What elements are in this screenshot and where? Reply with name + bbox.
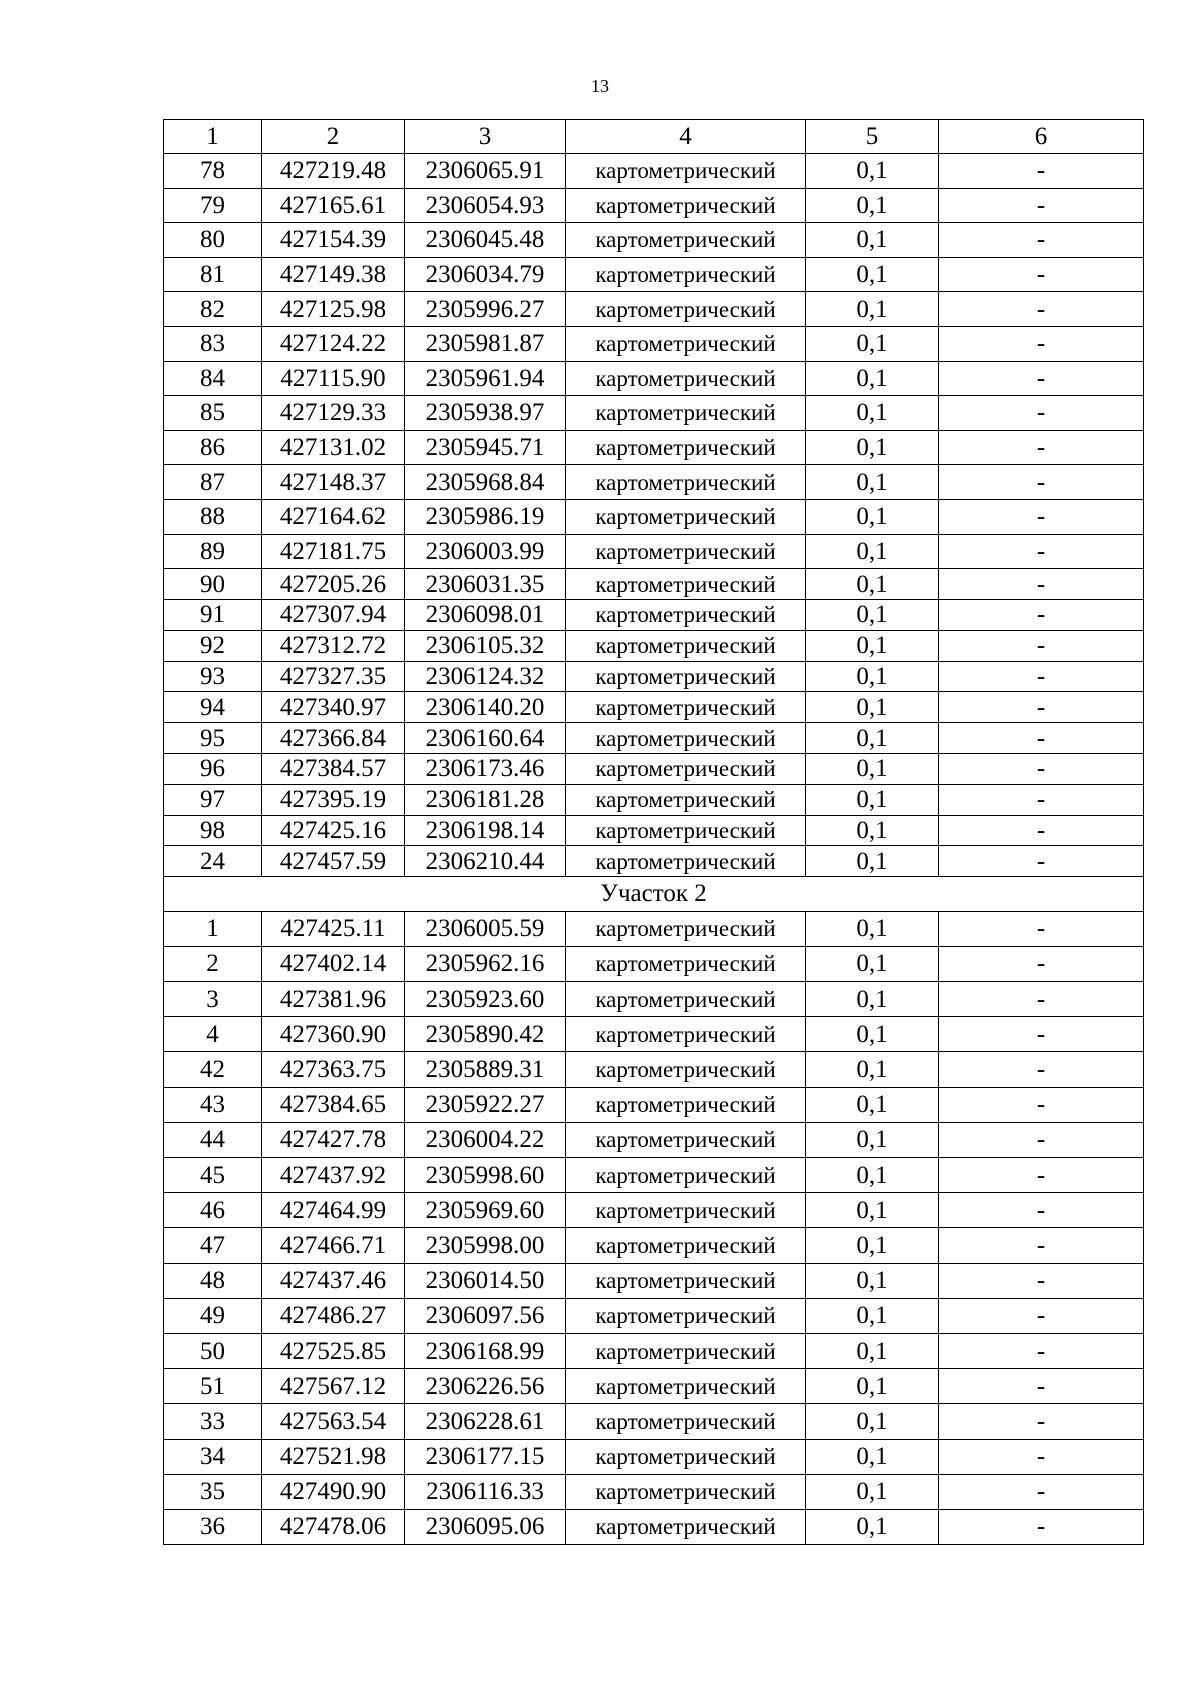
- point-number-cell: 97: [164, 784, 262, 815]
- method-cell: картометрический: [566, 1193, 806, 1228]
- description-cell: -: [939, 946, 1144, 981]
- method-cell: картометрический: [566, 1122, 806, 1157]
- coordinate-x-cell: 427363.75: [262, 1052, 405, 1087]
- point-number-cell: 36: [164, 1509, 262, 1544]
- method-cell: картометрический: [566, 223, 806, 258]
- description-cell: -: [939, 326, 1144, 361]
- accuracy-cell: 0,1: [806, 1228, 939, 1263]
- method-cell: картометрический: [566, 630, 806, 661]
- method-cell: картометрический: [566, 723, 806, 754]
- description-cell: -: [939, 1263, 1144, 1298]
- method-cell: картометрический: [566, 499, 806, 534]
- coordinate-y-cell: 2306210.44: [405, 846, 566, 877]
- method-cell: картометрический: [566, 661, 806, 692]
- accuracy-cell: 0,1: [806, 1122, 939, 1157]
- description-cell: -: [939, 257, 1144, 292]
- point-number-cell: 45: [164, 1158, 262, 1193]
- coordinate-y-cell: 2305968.84: [405, 465, 566, 500]
- coordinate-y-cell: 2305961.94: [405, 361, 566, 396]
- coordinates-table-body: [164, 120, 1144, 1545]
- table-row: [164, 1158, 1144, 1193]
- description-cell: -: [939, 1369, 1144, 1404]
- method-cell: картометрический: [566, 784, 806, 815]
- coordinate-y-cell: 2305938.97: [405, 396, 566, 431]
- description-cell: -: [939, 396, 1144, 431]
- coordinate-x-cell: 427486.27: [262, 1298, 405, 1333]
- coordinate-x-cell: 427149.38: [262, 257, 405, 292]
- description-cell: -: [939, 1509, 1144, 1544]
- table-row: [164, 911, 1144, 946]
- coordinate-y-cell: 2306004.22: [405, 1122, 566, 1157]
- accuracy-cell: 0,1: [806, 1509, 939, 1544]
- point-number-cell: 51: [164, 1369, 262, 1404]
- point-number-cell: 2: [164, 946, 262, 981]
- method-cell: картометрический: [566, 1404, 806, 1439]
- coordinate-x-cell: 427427.78: [262, 1122, 405, 1157]
- coordinate-y-cell: 2306173.46: [405, 753, 566, 784]
- table-row: [164, 1474, 1144, 1509]
- point-number-cell: 33: [164, 1404, 262, 1439]
- accuracy-cell: 0,1: [806, 154, 939, 189]
- accuracy-cell: 0,1: [806, 982, 939, 1017]
- column-header-3: 3: [405, 120, 566, 154]
- accuracy-cell: 0,1: [806, 257, 939, 292]
- accuracy-cell: 0,1: [806, 1263, 939, 1298]
- coordinate-x-cell: 427125.98: [262, 292, 405, 327]
- coordinate-y-cell: 2305996.27: [405, 292, 566, 327]
- point-number-cell: 79: [164, 188, 262, 223]
- coordinate-x-cell: 427490.90: [262, 1474, 405, 1509]
- accuracy-cell: 0,1: [806, 326, 939, 361]
- table-row: [164, 982, 1144, 1017]
- description-cell: -: [939, 1474, 1144, 1509]
- coordinate-y-cell: 2306160.64: [405, 723, 566, 754]
- point-number-cell: 78: [164, 154, 262, 189]
- coordinate-x-cell: 427425.11: [262, 911, 405, 946]
- coordinate-x-cell: 427340.97: [262, 692, 405, 723]
- coordinate-y-cell: 2306034.79: [405, 257, 566, 292]
- accuracy-cell: 0,1: [806, 753, 939, 784]
- section-title: Участок 2: [164, 877, 1144, 912]
- description-cell: -: [939, 534, 1144, 569]
- coordinate-y-cell: 2306198.14: [405, 815, 566, 846]
- table-row: [164, 1298, 1144, 1333]
- point-number-cell: 87: [164, 465, 262, 500]
- coordinate-y-cell: 2305962.16: [405, 946, 566, 981]
- accuracy-cell: 0,1: [806, 1333, 939, 1368]
- coordinate-y-cell: 2305986.19: [405, 499, 566, 534]
- point-number-cell: 24: [164, 846, 262, 877]
- column-header-6: 6: [939, 120, 1144, 154]
- coordinate-y-cell: 2306098.01: [405, 599, 566, 630]
- coordinate-y-cell: 2305969.60: [405, 1193, 566, 1228]
- method-cell: картометрический: [566, 1263, 806, 1298]
- method-cell: картометрический: [566, 1333, 806, 1368]
- method-cell: картометрический: [566, 188, 806, 223]
- description-cell: -: [939, 982, 1144, 1017]
- method-cell: картометрический: [566, 569, 806, 600]
- description-cell: -: [939, 361, 1144, 396]
- coordinates-table: [163, 119, 1144, 1545]
- method-cell: картометрический: [566, 1017, 806, 1052]
- accuracy-cell: 0,1: [806, 569, 939, 600]
- table-row: [164, 1404, 1144, 1439]
- method-cell: картометрический: [566, 257, 806, 292]
- description-cell: -: [939, 1017, 1144, 1052]
- coordinate-y-cell: 2306095.06: [405, 1509, 566, 1544]
- point-number-cell: 46: [164, 1193, 262, 1228]
- coordinate-x-cell: 427307.94: [262, 599, 405, 630]
- point-number-cell: 34: [164, 1439, 262, 1474]
- coordinate-y-cell: 2305998.00: [405, 1228, 566, 1263]
- table-row: [164, 430, 1144, 465]
- coordinate-x-cell: 427129.33: [262, 396, 405, 431]
- accuracy-cell: 0,1: [806, 692, 939, 723]
- point-number-cell: 82: [164, 292, 262, 327]
- point-number-cell: 84: [164, 361, 262, 396]
- table-row: [164, 257, 1144, 292]
- coordinate-x-cell: 427327.35: [262, 661, 405, 692]
- method-cell: картометрический: [566, 982, 806, 1017]
- coordinate-y-cell: 2305923.60: [405, 982, 566, 1017]
- table-row: [164, 1509, 1144, 1544]
- coordinate-x-cell: 427131.02: [262, 430, 405, 465]
- method-cell: картометрический: [566, 946, 806, 981]
- coordinate-x-cell: 427437.46: [262, 1263, 405, 1298]
- coordinate-x-cell: 427124.22: [262, 326, 405, 361]
- coordinate-x-cell: 427219.48: [262, 154, 405, 189]
- coordinate-x-cell: 427457.59: [262, 846, 405, 877]
- method-cell: картометрический: [566, 465, 806, 500]
- section-row: [164, 877, 1144, 912]
- coordinate-x-cell: 427115.90: [262, 361, 405, 396]
- method-cell: картометрический: [566, 753, 806, 784]
- table-row: [164, 1193, 1144, 1228]
- table-row: [164, 753, 1144, 784]
- coordinate-y-cell: 2305945.71: [405, 430, 566, 465]
- description-cell: -: [939, 292, 1144, 327]
- method-cell: картометрический: [566, 1474, 806, 1509]
- coordinate-y-cell: 2306005.59: [405, 911, 566, 946]
- description-cell: -: [939, 1228, 1144, 1263]
- accuracy-cell: 0,1: [806, 630, 939, 661]
- accuracy-cell: 0,1: [806, 465, 939, 500]
- point-number-cell: 81: [164, 257, 262, 292]
- accuracy-cell: 0,1: [806, 1404, 939, 1439]
- coordinate-x-cell: 427366.84: [262, 723, 405, 754]
- column-header-1: 1: [164, 120, 262, 154]
- description-cell: -: [939, 753, 1144, 784]
- description-cell: -: [939, 815, 1144, 846]
- table-row: [164, 1122, 1144, 1157]
- coordinate-y-cell: 2305998.60: [405, 1158, 566, 1193]
- description-cell: -: [939, 1052, 1144, 1087]
- description-cell: -: [939, 154, 1144, 189]
- description-cell: -: [939, 465, 1144, 500]
- description-cell: -: [939, 723, 1144, 754]
- accuracy-cell: 0,1: [806, 396, 939, 431]
- point-number-cell: 85: [164, 396, 262, 431]
- description-cell: -: [939, 784, 1144, 815]
- table-row: [164, 361, 1144, 396]
- column-header-2: 2: [262, 120, 405, 154]
- point-number-cell: 91: [164, 599, 262, 630]
- accuracy-cell: 0,1: [806, 1087, 939, 1122]
- method-cell: картометрический: [566, 154, 806, 189]
- point-number-cell: 3: [164, 982, 262, 1017]
- method-cell: картометрический: [566, 534, 806, 569]
- coordinate-x-cell: 427384.57: [262, 753, 405, 784]
- accuracy-cell: 0,1: [806, 1439, 939, 1474]
- description-cell: -: [939, 846, 1144, 877]
- coordinate-x-cell: 427478.06: [262, 1509, 405, 1544]
- description-cell: -: [939, 1333, 1144, 1368]
- coordinate-x-cell: 427402.14: [262, 946, 405, 981]
- table-row: [164, 1369, 1144, 1404]
- coordinate-y-cell: 2306140.20: [405, 692, 566, 723]
- coordinate-y-cell: 2305890.42: [405, 1017, 566, 1052]
- method-cell: картометрический: [566, 1158, 806, 1193]
- method-cell: картометрический: [566, 846, 806, 877]
- coordinate-x-cell: 427525.85: [262, 1333, 405, 1368]
- coordinate-x-cell: 427464.99: [262, 1193, 405, 1228]
- accuracy-cell: 0,1: [806, 911, 939, 946]
- table-row: [164, 599, 1144, 630]
- coordinate-x-cell: 427360.90: [262, 1017, 405, 1052]
- coordinate-x-cell: 427148.37: [262, 465, 405, 500]
- table-row: [164, 223, 1144, 258]
- table-row: [164, 534, 1144, 569]
- coordinate-y-cell: 2306228.61: [405, 1404, 566, 1439]
- accuracy-cell: 0,1: [806, 661, 939, 692]
- coordinate-y-cell: 2306116.33: [405, 1474, 566, 1509]
- table-row: [164, 1333, 1144, 1368]
- coordinate-x-cell: 427381.96: [262, 982, 405, 1017]
- point-number-cell: 80: [164, 223, 262, 258]
- coordinate-x-cell: 427312.72: [262, 630, 405, 661]
- table-row: [164, 1263, 1144, 1298]
- accuracy-cell: 0,1: [806, 188, 939, 223]
- coordinate-y-cell: 2306226.56: [405, 1369, 566, 1404]
- coordinate-y-cell: 2306097.56: [405, 1298, 566, 1333]
- point-number-cell: 83: [164, 326, 262, 361]
- table-row: [164, 784, 1144, 815]
- description-cell: -: [939, 1404, 1144, 1439]
- point-number-cell: 92: [164, 630, 262, 661]
- table-row: [164, 188, 1144, 223]
- point-number-cell: 88: [164, 499, 262, 534]
- description-cell: -: [939, 911, 1144, 946]
- point-number-cell: 89: [164, 534, 262, 569]
- coordinate-y-cell: 2306124.32: [405, 661, 566, 692]
- coordinate-y-cell: 2306177.15: [405, 1439, 566, 1474]
- method-cell: картометрический: [566, 1509, 806, 1544]
- accuracy-cell: 0,1: [806, 815, 939, 846]
- method-cell: картометрический: [566, 1439, 806, 1474]
- accuracy-cell: 0,1: [806, 292, 939, 327]
- method-cell: картометрический: [566, 1087, 806, 1122]
- point-number-cell: 90: [164, 569, 262, 600]
- coordinate-x-cell: 427395.19: [262, 784, 405, 815]
- coordinate-y-cell: 2306003.99: [405, 534, 566, 569]
- table-row: [164, 396, 1144, 431]
- description-cell: -: [939, 569, 1144, 600]
- coordinate-x-cell: 427563.54: [262, 1404, 405, 1439]
- coordinate-x-cell: 427521.98: [262, 1439, 405, 1474]
- coordinate-x-cell: 427154.39: [262, 223, 405, 258]
- table-row: [164, 1228, 1144, 1263]
- column-header-4: 4: [566, 120, 806, 154]
- accuracy-cell: 0,1: [806, 1369, 939, 1404]
- point-number-cell: 47: [164, 1228, 262, 1263]
- description-cell: -: [939, 1298, 1144, 1333]
- description-cell: -: [939, 1439, 1144, 1474]
- coordinate-y-cell: 2306031.35: [405, 569, 566, 600]
- point-number-cell: 4: [164, 1017, 262, 1052]
- method-cell: картометрический: [566, 292, 806, 327]
- method-cell: картометрический: [566, 1052, 806, 1087]
- coordinate-x-cell: 427164.62: [262, 499, 405, 534]
- method-cell: картометрический: [566, 1369, 806, 1404]
- coordinate-y-cell: 2305981.87: [405, 326, 566, 361]
- accuracy-cell: 0,1: [806, 599, 939, 630]
- table-row: [164, 1087, 1144, 1122]
- table-row: [164, 1439, 1144, 1474]
- description-cell: -: [939, 1158, 1144, 1193]
- accuracy-cell: 0,1: [806, 1474, 939, 1509]
- point-number-cell: 94: [164, 692, 262, 723]
- description-cell: -: [939, 692, 1144, 723]
- coordinate-y-cell: 2306168.99: [405, 1333, 566, 1368]
- accuracy-cell: 0,1: [806, 723, 939, 754]
- point-number-cell: 1: [164, 911, 262, 946]
- accuracy-cell: 0,1: [806, 223, 939, 258]
- method-cell: картометрический: [566, 911, 806, 946]
- point-number-cell: 42: [164, 1052, 262, 1087]
- point-number-cell: 50: [164, 1333, 262, 1368]
- description-cell: -: [939, 223, 1144, 258]
- point-number-cell: 95: [164, 723, 262, 754]
- coordinate-y-cell: 2306045.48: [405, 223, 566, 258]
- method-cell: картометрический: [566, 599, 806, 630]
- table-row: [164, 661, 1144, 692]
- table-row: [164, 569, 1144, 600]
- accuracy-cell: 0,1: [806, 1193, 939, 1228]
- point-number-cell: 35: [164, 1474, 262, 1509]
- accuracy-cell: 0,1: [806, 1298, 939, 1333]
- table-row: [164, 815, 1144, 846]
- coordinate-x-cell: 427165.61: [262, 188, 405, 223]
- coordinate-y-cell: 2305922.27: [405, 1087, 566, 1122]
- point-number-cell: 98: [164, 815, 262, 846]
- coordinate-x-cell: 427384.65: [262, 1087, 405, 1122]
- description-cell: -: [939, 499, 1144, 534]
- point-number-cell: 44: [164, 1122, 262, 1157]
- table-row: [164, 465, 1144, 500]
- accuracy-cell: 0,1: [806, 1158, 939, 1193]
- coordinate-x-cell: 427425.16: [262, 815, 405, 846]
- point-number-cell: 48: [164, 1263, 262, 1298]
- coordinate-x-cell: 427466.71: [262, 1228, 405, 1263]
- description-cell: -: [939, 1122, 1144, 1157]
- coordinate-x-cell: 427567.12: [262, 1369, 405, 1404]
- point-number-cell: 43: [164, 1087, 262, 1122]
- description-cell: -: [939, 630, 1144, 661]
- coordinate-y-cell: 2306014.50: [405, 1263, 566, 1298]
- table-row: [164, 946, 1144, 981]
- column-header-5: 5: [806, 120, 939, 154]
- table-row: [164, 326, 1144, 361]
- table-row: [164, 723, 1144, 754]
- accuracy-cell: 0,1: [806, 361, 939, 396]
- point-number-cell: 86: [164, 430, 262, 465]
- accuracy-cell: 0,1: [806, 430, 939, 465]
- method-cell: картометрический: [566, 430, 806, 465]
- table-row: [164, 846, 1144, 877]
- coordinate-y-cell: 2305889.31: [405, 1052, 566, 1087]
- accuracy-cell: 0,1: [806, 846, 939, 877]
- accuracy-cell: 0,1: [806, 1017, 939, 1052]
- coordinate-x-cell: 427205.26: [262, 569, 405, 600]
- point-number-cell: 96: [164, 753, 262, 784]
- description-cell: -: [939, 1087, 1144, 1122]
- method-cell: картометрический: [566, 815, 806, 846]
- description-cell: -: [939, 599, 1144, 630]
- point-number-cell: 93: [164, 661, 262, 692]
- method-cell: картометрический: [566, 692, 806, 723]
- accuracy-cell: 0,1: [806, 784, 939, 815]
- coordinate-x-cell: 427181.75: [262, 534, 405, 569]
- table-row: [164, 1052, 1144, 1087]
- description-cell: -: [939, 661, 1144, 692]
- accuracy-cell: 0,1: [806, 1052, 939, 1087]
- table-row: [164, 292, 1144, 327]
- coordinate-y-cell: 2306181.28: [405, 784, 566, 815]
- method-cell: картометрический: [566, 1228, 806, 1263]
- accuracy-cell: 0,1: [806, 499, 939, 534]
- coordinate-y-cell: 2306105.32: [405, 630, 566, 661]
- description-cell: -: [939, 188, 1144, 223]
- coordinate-y-cell: 2306054.93: [405, 188, 566, 223]
- method-cell: картометрический: [566, 396, 806, 431]
- table-row: [164, 692, 1144, 723]
- table-row: [164, 499, 1144, 534]
- table-header-row: [164, 120, 1144, 154]
- coordinate-x-cell: 427437.92: [262, 1158, 405, 1193]
- page-number: 13: [591, 76, 609, 96]
- point-number-cell: 49: [164, 1298, 262, 1333]
- method-cell: картометрический: [566, 361, 806, 396]
- table-row: [164, 154, 1144, 189]
- accuracy-cell: 0,1: [806, 534, 939, 569]
- accuracy-cell: 0,1: [806, 946, 939, 981]
- description-cell: -: [939, 1193, 1144, 1228]
- description-cell: -: [939, 430, 1144, 465]
- coordinate-y-cell: 2306065.91: [405, 154, 566, 189]
- table-row: [164, 1017, 1144, 1052]
- method-cell: картометрический: [566, 326, 806, 361]
- method-cell: картометрический: [566, 1298, 806, 1333]
- table-row: [164, 630, 1144, 661]
